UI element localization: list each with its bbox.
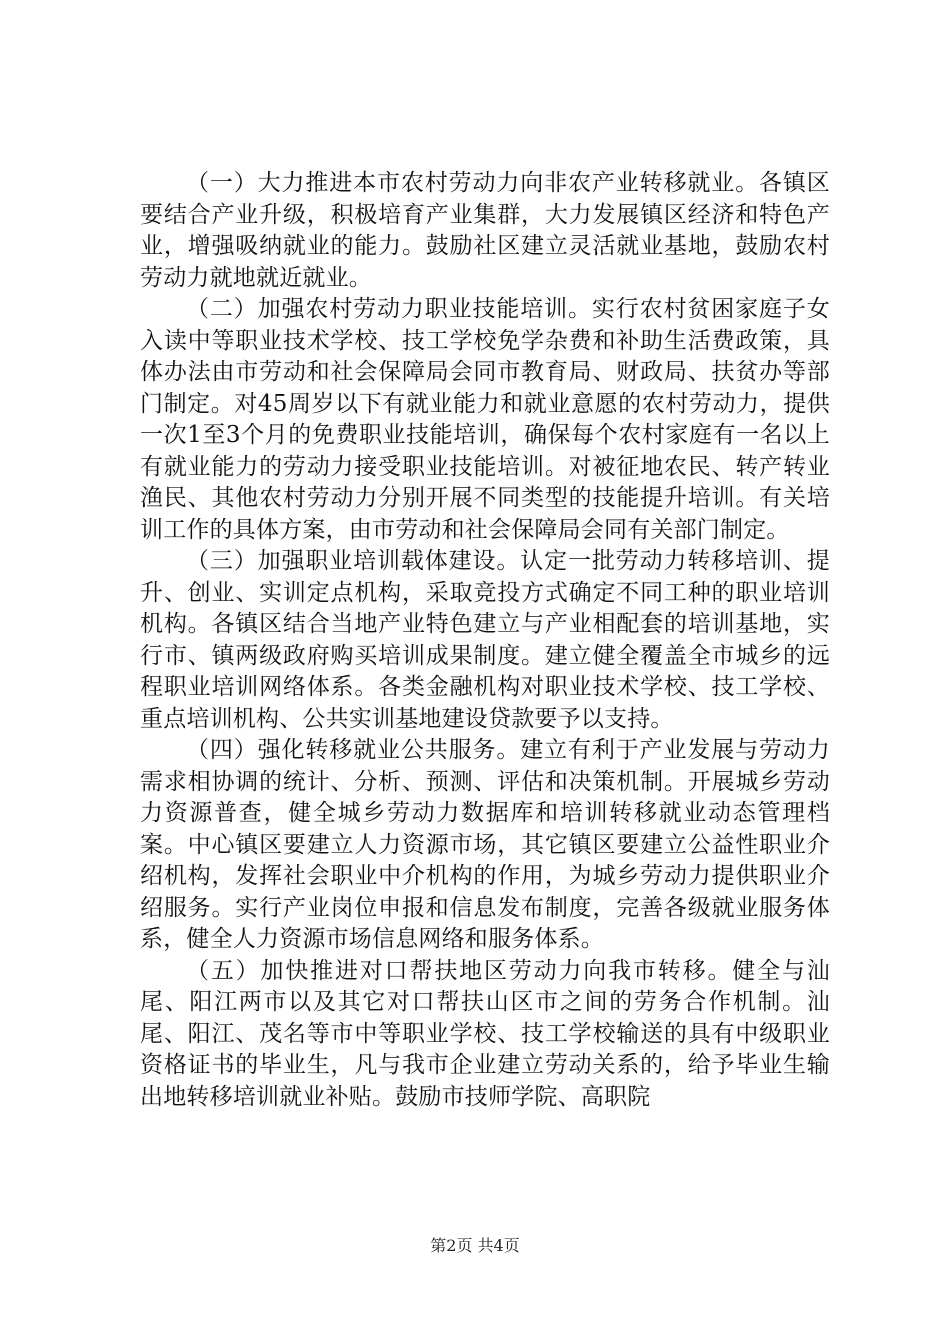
paragraph-4: （四）强化转移就业公共服务。建立有利于产业发展与劳动力需求相协调的统计、分析、预测、评估和决策机制。开展城乡劳动力资源普查，健全城乡劳动力数据库和培训转移就业动态管理档案。中心镇区要建立人力资源市场，其它镇区要建立公益性职业介绍机构，发挥社会职业中介机构的作用，为城乡劳动力提供职业介绍服务。实行产业岗位申报和信息发布制度，完善各级就业服务体系，健全人力资源市场信息网络和服务体系。 xyxy=(140,737,830,952)
paragraph-1: （一）大力推进本市农村劳动力向非农产业转移就业。各镇区要结合产业升级，积极培育产业集群，大力发展镇区经济和特色产业，增强吸纳就业的能力。鼓励社区建立灵活就业基地，鼓励农村劳动力就地就近就业。 xyxy=(140,170,830,291)
document-body xyxy=(140,168,830,1113)
paragraph-3: （三）加强职业培训载体建设。认定一批劳动力转移培训、提升、创业、实训定点机构，采取竞投方式确定不同工种的职业培训机构。各镇区结合当地产业特色建立与产业相配套的培训基地，实行市、镇两级政府购买培训成果制度。建立健全覆盖全市城乡的远程职业培训网络体系。各类金融机构对职业技术学校、技工学校、重点培训机构、公共实训基地建设贷款要予以支持。 xyxy=(140,548,830,732)
paragraph-2: （二）加强农村劳动力职业技能培训。实行农村贫困家庭子女入读中等职业技术学校、技工学校免学杂费和补助生活费政策，具体办法由市劳动和社会保障局会同市教育局、财政局、扶贫办等部门制定。对45周岁以下有就业能力和就业意愿的农村劳动力，提供一次1至3个月的免费职业技能培训，确保每个农村家庭有一名以上有就业能力的劳动力接受职业技能培训。对被征地农民、转产转业渔民、其他农村劳动力分别开展不同类型的技能提升培训。有关培训工作的具体方案，由市劳动和社会保障局会同有关部门制定。 xyxy=(140,296,830,543)
page-footer: 第2页 共4页 xyxy=(430,1236,520,1255)
paragraph-5: （五）加快推进对口帮扶地区劳动力向我市转移。健全与汕尾、阳江两市以及其它对口帮扶山区市之间的劳务合作机制。汕尾、阳江、茂名等市中等职业学校、技工学校输送的具有中级职业资格证书的毕业生，凡与我市企业建立劳动关系的，给予毕业生输出地转移培训就业补贴。鼓励市技师学院、高职院 xyxy=(140,957,830,1110)
